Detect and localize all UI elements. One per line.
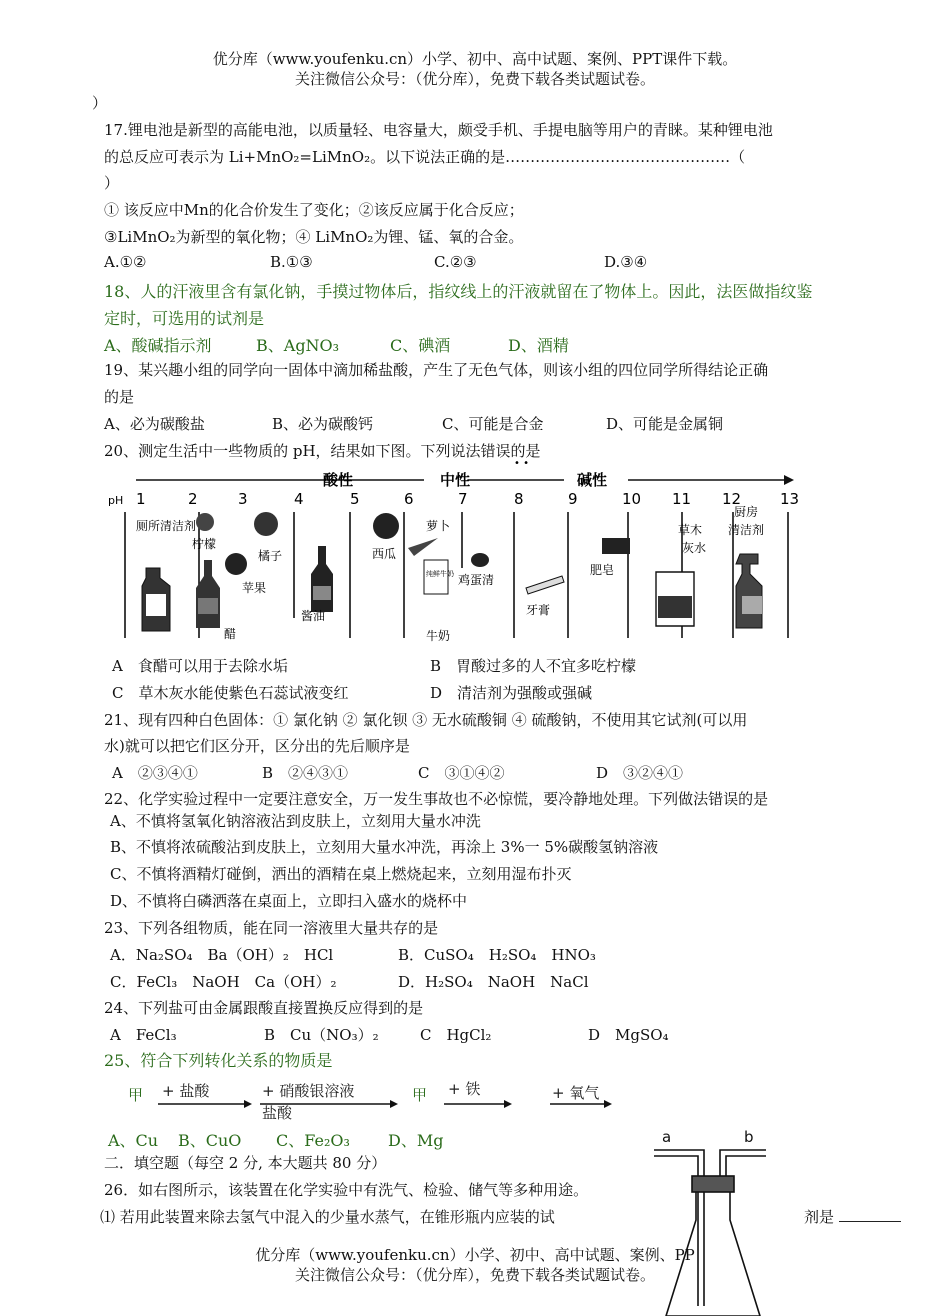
acid-label: 酸性 [323,471,354,489]
milk-box-icon [424,560,454,594]
egg-icon [471,553,489,567]
ph-tick-5: 5 [350,490,360,508]
answer-blank[interactable] [839,1207,901,1222]
kitchen-label-line2: 清洁剂 [728,523,765,537]
q21-line-2: 水)就可以把它们区分开，区分出的先后顺序是 [104,737,410,755]
radish-icon [408,538,438,556]
q20-option-d: D 清洁剂为强酸或强碱 [430,684,593,702]
vinegar-label: 醋 [224,627,237,641]
ph-tick-9: 9 [568,490,578,508]
base-label: 碱性 [577,471,608,489]
ph-tick-3: 3 [238,490,248,508]
ph-tick-2: 2 [188,490,198,508]
q23-line-1: 23、下列各组物质，能在同一溶液里大量共存的是 [104,919,439,937]
q19-option-b: B、必为碳酸钙 [272,415,374,433]
q23-option-a: A．Na₂SO₄ Ba（OH）₂ HCl [110,946,334,964]
q17-line-2: 的总反应可表示为 Li+MnO₂=LiMnO₂。以下说法正确的是………………………………………（ [104,148,746,166]
q25-option-c: C、Fe₂O₃ [276,1131,350,1150]
tube-b-label: b [744,1128,754,1146]
watermelon-label: 西瓜 [372,547,397,561]
ph-tick-11: 11 [672,490,692,508]
reagent-hcl-2: 盐酸 [262,1104,293,1122]
ph-label: pH [108,494,124,507]
reagent-o2: + 氧气 [552,1084,600,1102]
q26-blank-prefix: 剂是 [804,1208,835,1226]
q25-option-d: D、Mg [388,1131,444,1150]
previous-question-tail: ） [92,94,108,112]
q22-option-a: A、不慎将氢氧化钠溶液沾到皮肤上，立刻用大量水冲洗 [110,812,481,830]
q17-option-a: A.①② [104,253,147,271]
jia-1: 甲 [128,1086,144,1104]
q19-option-a: A、必为碳酸盐 [104,415,205,433]
lemon-label: 柠檬 [192,537,217,551]
q21-option-d: D ③②④① [596,764,684,782]
soy-sauce-bottle-icon [311,546,333,612]
q17-option-c: C.②③ [434,253,477,271]
q25-option-b: B、CuO [178,1131,242,1150]
reagent-hcl: + 盐酸 [162,1082,210,1100]
q20-option-a: A 食醋可以用于去除水垢 [112,657,288,675]
q22-option-c: C、不慎将酒精灯碰倒，洒出的酒精在桌上燃烧起来，立刻用湿布扑灭 [110,865,572,883]
jia-2: 甲 [412,1086,428,1104]
q17-line-5: ③LiMnO₂为新型的氧化物；④ LiMnO₂为锂、锰、氧的合金。 [104,228,524,246]
q18-line-2: 定时，可选用的试剂是 [104,309,265,328]
egg-label: 鸡蛋清 [458,573,495,587]
toothpaste-label: 牙膏 [526,603,551,617]
orange-icon [254,512,278,536]
toilet-cleaner-bottle-icon [142,568,170,631]
q20-option-c: C 草木灰水能使紫色石蕊试液变红 [112,684,349,702]
q20-line-1: 20、测定生活中一些物质的 pH，结果如下图。下列说法错误的是 [104,442,541,460]
q23-option-c: C．FeCl₃ NaOH Ca（OH）₂ [110,973,337,991]
q18-option-d: D、酒精 [508,336,569,355]
q19-line-2: 的是 [104,388,135,406]
section-2-title: 二．填空题（每空 2 分, 本大题共 80 分） [104,1154,387,1172]
apple-icon [225,553,247,575]
reagent-fe: + 铁 [448,1080,481,1098]
footer-line-1: 优分库（www.youfenku.cn）小学、初中、高中试题、案例、PP [255,1246,695,1264]
milk-label: 牛奶 [426,629,451,643]
q24-option-d: D MgSO₄ [588,1026,669,1044]
q17-option-d: D.③④ [604,253,648,271]
q22-line-1: 22、化学实验过程中一定要注意安全，万一发生事故也不必惊慌，要冷静地处理。下列做法错误的是 [104,790,769,808]
q25-option-a: A、Cu [108,1131,159,1150]
q21-option-a: A ②③④① [112,764,198,782]
q21-option-b: B ②④③① [262,764,349,782]
q18-option-b: B、AgNO₃ [256,336,340,355]
q24-option-c: C HgCl₂ [420,1026,492,1044]
header-line-2: 关注微信公众号：（优分库），免费下载各类试题试卷。 [294,70,655,88]
ph-tick-4: 4 [294,490,304,508]
q21-line-1: 21、现有四种白色固体：① 氯化钠 ② 氯化钡 ③ 无水硫酸铜 ④ 硫酸钠，不使用其它试剂(可以用 [104,711,748,729]
q26-line-1: 26．如右图所示，该装置在化学实验中有洗气、检验、储气等多种用途。 [104,1181,589,1199]
header-line-1: 优分库（www.youfenku.cn）小学、初中、高中试题、案例、PPT课件下载。 [212,50,738,68]
milk-box-text: 纯鲜牛奶 [426,570,454,578]
q20-option-b: B 胃酸过多的人不宜多吃柠檬 [430,657,637,675]
q19-option-d: D、可能是金属铜 [606,415,724,433]
svg-text:• •: • • [514,458,529,469]
ph-tick-13: 13 [780,490,800,508]
kitchen-label-line1: 厨房 [734,505,759,519]
q18-option-a: A、酸碱指示剂 [104,336,212,355]
q19-option-c: C、可能是合金 [442,415,544,433]
orange-label: 橘子 [258,549,283,563]
ph-tick-7: 7 [458,490,468,508]
ph-tick-6: 6 [404,490,414,508]
q17-line-4: ① 该反应中Mn的化合价发生了变化；②该反应属于化合反应； [104,201,524,219]
q19-line-1: 19、某兴趣小组的同学向一固体中滴加稀盐酸，产生了无色气体，则该小组的四位同学所得结论正确 [104,361,769,379]
footer-line-2: 关注微信公众号：（优分库），免费下载各类试题试卷。 [294,1266,655,1284]
q18-option-c: C、碘酒 [390,336,451,355]
neutral-label: 中性 [440,471,471,489]
q24-line-1: 24、下列盐可由金属跟酸直接置换反应得到的是 [104,999,424,1017]
ph-ticks [136,490,799,508]
radish-label: 萝卜 [426,519,451,533]
apple-label: 苹果 [242,581,267,595]
ph-scale-figure [108,458,800,646]
toothpaste-icon [526,576,564,594]
q17-line-1: 17.锂电池是新型的高能电池，以质量轻、电容量大，颇受手机、手提电脑等用户的青睐。某种锂电池 [104,121,773,139]
reagent-agno3: + 硝酸银溶液 [262,1082,355,1100]
ash-label-line2: 灰水 [682,541,707,555]
soap-label: 肥皂 [590,563,615,577]
q26-line-2-end [804,1206,901,1227]
ph-tick-1: 1 [136,490,146,508]
q17-line-3: ） [104,174,120,192]
gas-washing-flask-figure [648,1128,778,1316]
ash-label-line1: 草木 [678,523,703,537]
ph-tick-8: 8 [514,490,524,508]
watermelon-icon [373,513,399,539]
spray-bottle-icon [736,554,762,628]
q17-option-b: B.①③ [270,253,313,271]
ph-tick-12: 12 [722,490,742,508]
q23-option-b: B．CuSO₄ H₂SO₄ HNO₃ [398,946,596,964]
q25-reaction-chain [120,1078,640,1123]
q23-option-d: D．H₂SO₄ NaOH NaCl [398,973,589,991]
q25-line-1: 25、符合下列转化关系的物质是 [104,1051,333,1070]
q24-option-b: B Cu（NO₃）₂ [264,1026,379,1044]
q22-option-d: D、不慎将白磷洒落在桌面上，立即扫入盛水的烧杯中 [110,892,468,910]
q18-line-1: 18、人的汗液里含有氯化钠，手摸过物体后，指纹线上的汗液就留在了物体上。因此，法医做指纹鉴 [104,282,813,301]
q24-option-a: A FeCl₃ [110,1026,177,1044]
tube-a-label: a [662,1128,672,1146]
soy-label: 酱油 [301,609,326,623]
soap-icon [602,538,630,554]
lemon-icon [196,513,214,531]
beaker-icon [656,572,694,626]
ph-tick-10: 10 [622,490,642,508]
q26-line-2: ⑴ 若用此装置来除去氢气中混入的少量水蒸气，在锥形瓶内应装的试 [100,1208,555,1226]
toilet-label: 厕所清洁剂 [136,519,197,533]
q22-option-b: B、不慎将浓硫酸沾到皮肤上，立刻用大量水冲洗，再涂上 3%一 5%碳酸氢钠溶液 [110,838,659,856]
q21-option-c: C ③①④② [418,764,505,782]
item-toilet-cleaner-label [136,518,196,533]
